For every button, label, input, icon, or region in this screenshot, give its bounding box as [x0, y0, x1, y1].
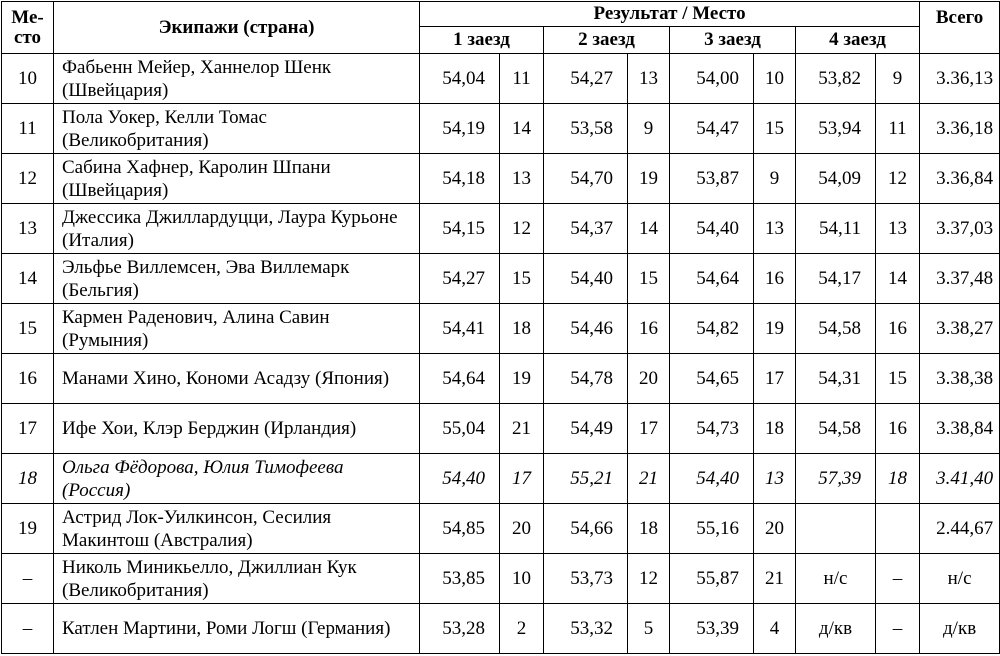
run-2-time: 54,37 — [544, 204, 628, 254]
run-4-time — [796, 504, 876, 554]
table-row — [2, 354, 1000, 404]
row-total: д/кв — [920, 604, 1000, 654]
run-2-place: 5 — [628, 604, 670, 654]
run-1-place: 19 — [500, 354, 544, 404]
run-1-time: 54,41 — [420, 304, 500, 354]
run-4-place: – — [876, 604, 920, 654]
run-2-place: 21 — [628, 454, 670, 504]
table-row — [2, 554, 1000, 604]
row-place: – — [2, 604, 54, 654]
run-2-place: 15 — [628, 254, 670, 304]
run-4-place: 9 — [876, 54, 920, 104]
row-place: 16 — [2, 354, 54, 404]
run-1-place: 18 — [500, 304, 544, 354]
run-1-place: 10 — [500, 554, 544, 604]
run-4-place: 14 — [876, 254, 920, 304]
run-4-place: 11 — [876, 104, 920, 154]
run-4-time: 53,82 — [796, 54, 876, 104]
run-1-place: 11 — [500, 54, 544, 104]
table-row — [2, 404, 1000, 454]
run-3-time: 54,82 — [670, 304, 754, 354]
run-2-time: 53,58 — [544, 104, 628, 154]
run-4-place: – — [876, 554, 920, 604]
row-total: 3.36,84 — [920, 154, 1000, 204]
run-3-place: 20 — [754, 504, 796, 554]
run-3-place: 18 — [754, 404, 796, 454]
run-4-time: д/кв — [796, 604, 876, 654]
run-1-place: 15 — [500, 254, 544, 304]
run-2-place: 16 — [628, 304, 670, 354]
run-3-place: 9 — [754, 154, 796, 204]
row-place: – — [2, 554, 54, 604]
run-2-place: 19 — [628, 154, 670, 204]
run-4-place: 16 — [876, 304, 920, 354]
run-1-time: 54,19 — [420, 104, 500, 154]
table-row — [2, 304, 1000, 354]
run-2-time: 54,70 — [544, 154, 628, 204]
row-crew: Ольга Фёдорова, Юлия Тимофеева (Россия) — [54, 454, 420, 504]
run-1-time: 54,85 — [420, 504, 500, 554]
row-total: 3.38,27 — [920, 304, 1000, 354]
row-crew: Астрид Лок-Уилкинсон, Сесилия Макинтош (Австралия) — [54, 504, 420, 554]
run-2-time: 54,49 — [544, 404, 628, 454]
table-row — [2, 254, 1000, 304]
run-2-time: 54,78 — [544, 354, 628, 404]
row-crew: Николь Миникьелло, Джиллиан Кук (Великобритания) — [54, 554, 420, 604]
run-4-place: 12 — [876, 154, 920, 204]
run-2-place: 17 — [628, 404, 670, 454]
run-3-time: 54,00 — [670, 54, 754, 104]
run-4-time: н/с — [796, 554, 876, 604]
table-row — [2, 104, 1000, 154]
run-1-place: 17 — [500, 454, 544, 504]
run-4-time: 53,94 — [796, 104, 876, 154]
run-3-place: 21 — [754, 554, 796, 604]
run-1-time: 53,28 — [420, 604, 500, 654]
run-3-place: 16 — [754, 254, 796, 304]
row-place: 12 — [2, 154, 54, 204]
run-3-place: 13 — [754, 454, 796, 504]
run-2-place: 18 — [628, 504, 670, 554]
header-place — [2, 2, 54, 54]
run-1-place: 21 — [500, 404, 544, 454]
run-1-time: 54,40 — [420, 454, 500, 504]
run-1-time: 55,04 — [420, 404, 500, 454]
run-2-place: 12 — [628, 554, 670, 604]
header-crews: Экипажи (страна) — [54, 2, 420, 54]
run-3-place: 17 — [754, 354, 796, 404]
run-4-place: 13 — [876, 204, 920, 254]
run-3-time: 54,47 — [670, 104, 754, 154]
run-3-time: 54,65 — [670, 354, 754, 404]
run-3-place: 13 — [754, 204, 796, 254]
run-3-place: 19 — [754, 304, 796, 354]
table-row — [2, 54, 1000, 104]
run-2-time: 54,66 — [544, 504, 628, 554]
run-2-place: 20 — [628, 354, 670, 404]
run-4-time: 54,09 — [796, 154, 876, 204]
run-4-time: 54,17 — [796, 254, 876, 304]
row-total: н/с — [920, 554, 1000, 604]
run-1-place: 2 — [500, 604, 544, 654]
run-4-time: 57,39 — [796, 454, 876, 504]
row-total: 3.38,84 — [920, 404, 1000, 454]
row-crew: Фабьенн Мейер, Ханнелор Шенк (Швейцария) — [54, 54, 420, 104]
run-4-place: 15 — [876, 354, 920, 404]
run-1-place: 12 — [500, 204, 544, 254]
run-1-time: 53,85 — [420, 554, 500, 604]
results-table — [1, 1, 1000, 654]
row-crew: Пола Уокер, Келли Томас (Великобритания) — [54, 104, 420, 154]
run-2-time: 54,46 — [544, 304, 628, 354]
header-run-4: 4 заезд — [796, 27, 920, 54]
run-1-time: 54,27 — [420, 254, 500, 304]
run-2-time: 53,32 — [544, 604, 628, 654]
run-3-time: 53,39 — [670, 604, 754, 654]
row-crew: Эльфье Виллемсен, Эва Виллемарк (Бельгия) — [54, 254, 420, 304]
header-run-1: 1 заезд — [420, 27, 544, 54]
row-place: 17 — [2, 404, 54, 454]
row-place: 19 — [2, 504, 54, 554]
row-crew: Джессика Джиллардуцци, Лаура Курьоне (Италия) — [54, 204, 420, 254]
table-row — [2, 454, 1000, 504]
row-place: 14 — [2, 254, 54, 304]
row-total: 2.44,67 — [920, 504, 1000, 554]
run-3-time: 55,87 — [670, 554, 754, 604]
row-total: 3.38,38 — [920, 354, 1000, 404]
row-crew: Кармен Раденович, Алина Савин (Румыния) — [54, 304, 420, 354]
row-place: 15 — [2, 304, 54, 354]
run-3-time: 54,64 — [670, 254, 754, 304]
run-1-time: 54,64 — [420, 354, 500, 404]
run-1-time: 54,04 — [420, 54, 500, 104]
header-result-place: Результат / Место — [420, 2, 920, 27]
run-1-time: 54,15 — [420, 204, 500, 254]
run-4-time: 54,58 — [796, 404, 876, 454]
run-3-time: 54,40 — [670, 454, 754, 504]
header-run-3: 3 заезд — [670, 27, 796, 54]
row-crew: Ифе Хои, Клэр Берджин (Ирландия) — [54, 404, 420, 454]
row-place: 13 — [2, 204, 54, 254]
run-1-time: 54,18 — [420, 154, 500, 204]
run-4-place: 18 — [876, 454, 920, 504]
run-2-time: 54,27 — [544, 54, 628, 104]
table-body — [2, 54, 1000, 654]
row-total: 3.37,03 — [920, 204, 1000, 254]
row-crew: Катлен Мартини, Роми Логш (Германия) — [54, 604, 420, 654]
run-1-place: 14 — [500, 104, 544, 154]
run-3-time: 54,73 — [670, 404, 754, 454]
header-run-2: 2 заезд — [544, 27, 670, 54]
row-crew: Манами Хино, Кономи Асадзу (Япония) — [54, 354, 420, 404]
table-row — [2, 154, 1000, 204]
run-2-place: 14 — [628, 204, 670, 254]
row-total: 3.41,40 — [920, 454, 1000, 504]
run-2-time: 53,73 — [544, 554, 628, 604]
row-place: 11 — [2, 104, 54, 154]
run-4-place — [876, 504, 920, 554]
row-crew: Сабина Хафнер, Каролин Шпани (Швейцария) — [54, 154, 420, 204]
table-row — [2, 504, 1000, 554]
row-total: 3.37,48 — [920, 254, 1000, 304]
table-row — [2, 204, 1000, 254]
run-3-place: 4 — [754, 604, 796, 654]
run-2-time: 55,21 — [544, 454, 628, 504]
header-place-label: Ме-сто — [11, 6, 44, 48]
run-4-time: 54,11 — [796, 204, 876, 254]
run-4-place: 16 — [876, 404, 920, 454]
run-1-place: 13 — [500, 154, 544, 204]
run-3-time: 55,16 — [670, 504, 754, 554]
table-row — [2, 604, 1000, 654]
run-4-time: 54,31 — [796, 354, 876, 404]
row-total: 3.36,13 — [920, 54, 1000, 104]
run-2-place: 13 — [628, 54, 670, 104]
run-2-place: 9 — [628, 104, 670, 154]
run-1-place: 20 — [500, 504, 544, 554]
run-3-place: 10 — [754, 54, 796, 104]
run-4-time: 54,58 — [796, 304, 876, 354]
row-place: 18 — [2, 454, 54, 504]
row-place: 10 — [2, 54, 54, 104]
run-2-time: 54,40 — [544, 254, 628, 304]
run-3-time: 53,87 — [670, 154, 754, 204]
run-3-place: 15 — [754, 104, 796, 154]
header-total: Всего — [920, 2, 1000, 54]
run-3-time: 54,40 — [670, 204, 754, 254]
row-total: 3.36,18 — [920, 104, 1000, 154]
